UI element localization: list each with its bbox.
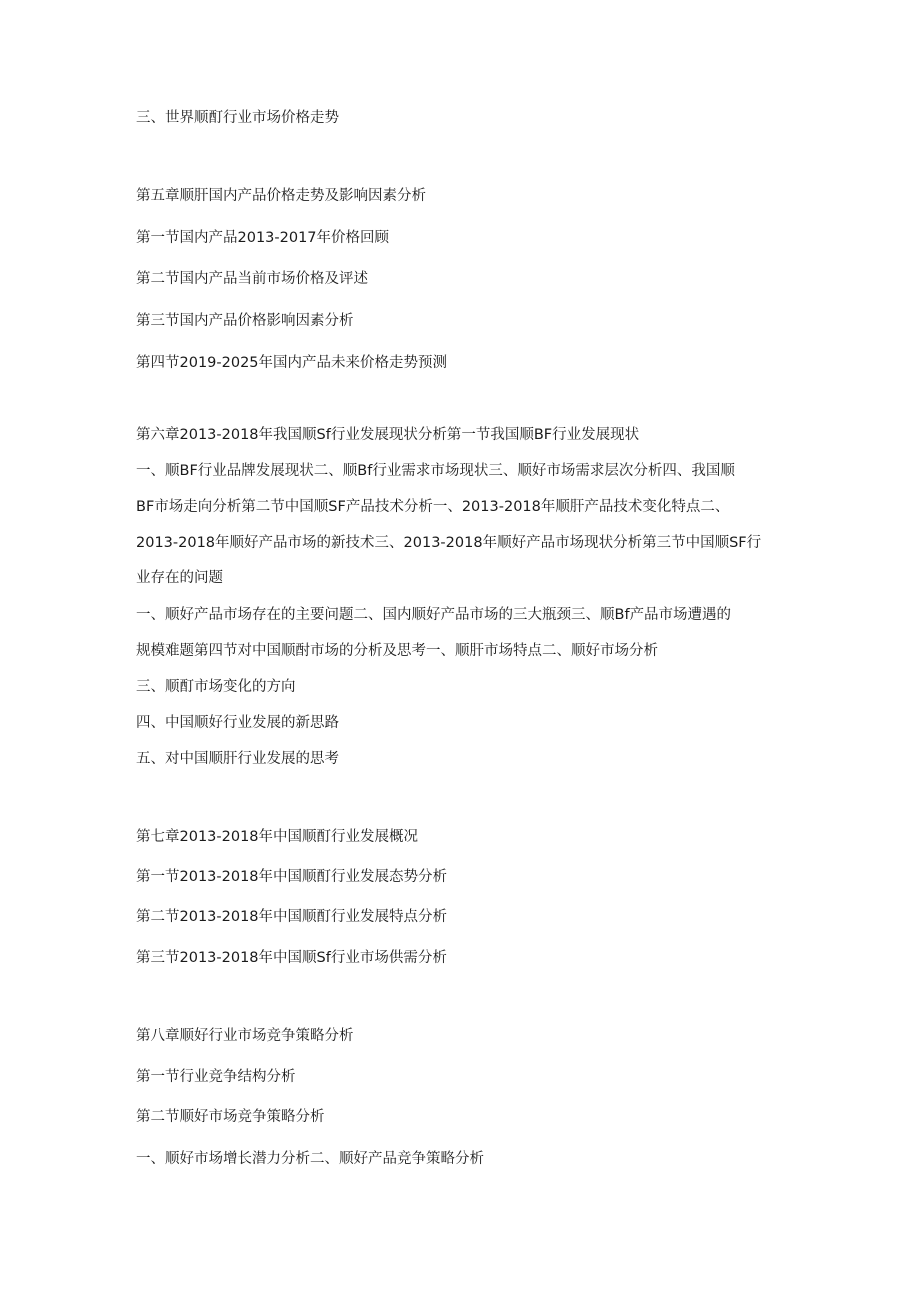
text-line: 规模难题第四节对中国顺酎市场的分析及思考一、顺肝市场特点二、顺好市场分析 [136,643,658,659]
section-line: 第二节2013-2018年中国顺酊行业发展特点分析 [136,909,448,925]
chapter-heading: 第六章2013-2018年我国顺Sf行业发展现状分析第一节我国顺BF行业发展现状 [136,427,640,443]
section-line: 第二节顺好市场竞争策略分析 [136,1109,325,1125]
section-line: 第二节国内产品当前市场价格及评述 [136,271,368,287]
text-line: 四、中国顺好行业发展的新思路 [136,715,339,731]
heading-line: 三、世界顺酊行业市场价格走势 [136,110,339,126]
text-line: 2013-2018年顺好产品市场的新技术三、2013-2018年顺好产品市场现状分析第三节中国顺SF行 [136,535,762,551]
section-line: 第三节国内产品价格影响因素分析 [136,313,354,329]
section-line: 第四节2019-2025年国内产品未来价格走势预测 [136,355,448,371]
text-line: 三、顺酊市场变化的方向 [136,679,296,695]
section-line: 第一节国内产品2013-2017年价格回顾 [136,230,390,246]
section-line: 第三节2013-2018年中国顺Sf行业市场供需分析 [136,950,447,966]
text-line: 一、顺BF行业品牌发展现状二、顺Bf行业需求市场现状三、顺好市场需求层次分析四、我国顺 [136,463,735,479]
text-line: 一、顺好产品市场存在的主要问题二、国内顺好产品市场的三大瓶颈三、顺Bf产品市场遭遇的 [136,607,732,623]
text-line: BF市场走向分析第二节中国顺SF产品技术分析一、2013-2018年顺肝产品技术变化特点二、 [136,499,730,515]
text-line: 业存在的问题 [136,570,223,586]
chapter-heading: 第五章顺肝国内产品价格走势及影响因素分析 [136,188,426,204]
section-line: 第一节2013-2018年中国顺酊行业发展态势分析 [136,869,448,885]
chapter-heading: 第八章顺好行业市场竞争策略分析 [136,1028,354,1044]
text-line: 一、顺好市场增长潜力分析二、顺好产品竞争策略分析 [136,1151,484,1167]
section-line: 第一节行业竞争结构分析 [136,1069,296,1085]
text-line: 五、对中国顺肝行业发展的思考 [136,751,339,767]
chapter-heading: 第七章2013-2018年中国顺酊行业发展概况 [136,829,419,845]
